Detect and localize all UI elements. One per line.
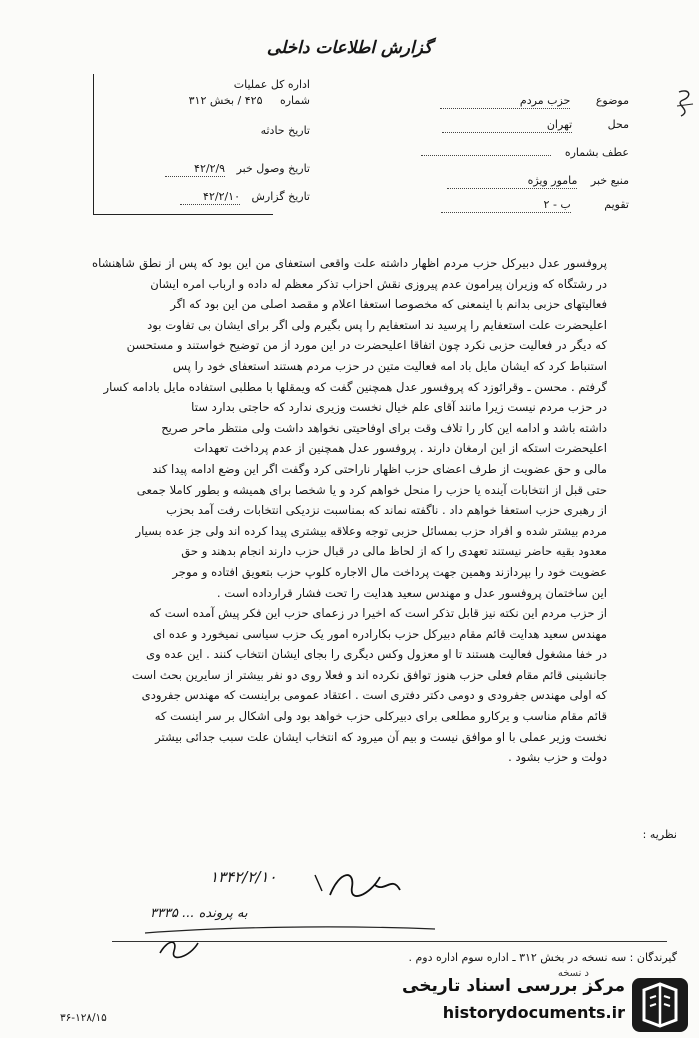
body-line: این ساختمان پروفسور عدل و مهندس سعید هدایت را تحت فشار قرارداده است .: [216, 585, 607, 600]
body-line: که اولی مهندس جفرودی و دومی دکتر دفتری است . اعتقاد عمومی براینست که مهندس جفرودی: [141, 688, 607, 703]
body-line: اعلیحضرت استکه از این ارمغان دارند . پروفسور عدل همچنین از عدم پرداخت تعهدات: [193, 441, 607, 456]
document-title: گزارش اطلاعات داخلی: [266, 38, 433, 58]
department-label: اداره کل عملیات: [233, 78, 310, 91]
handwritten-underline-scribble: [135, 895, 455, 940]
body-line: اعلیحضرت علت استعفایم را پرسید ند استعفایم را پس بگیرم ولی اگر برای ایشان بی تفاوت بود: [147, 317, 607, 332]
body-line: مهندس سعید هدایت قائم مقام دبیرکل حزب بکارادره امور یک حزب سیاسی نمیخورد و عده ای: [152, 626, 607, 641]
number-label: شماره: [279, 94, 310, 107]
report-date-label: تاریخ گزارش: [251, 190, 310, 203]
body-line: معدود بقیه حاضر نیستند تعهدی را که از لحاظ مالی در قبال حزب دارند انجام بدهند و حق: [181, 544, 607, 559]
footer-divider: [112, 941, 667, 942]
archive-logo-icon: [630, 976, 690, 1034]
initials-scribble: [140, 935, 220, 960]
margin-note: نظریه :: [642, 828, 677, 841]
header-box-left-edge: [93, 74, 94, 214]
subject-label: موضوع: [595, 94, 629, 107]
header-box-bottom-edge: [93, 214, 273, 215]
body-line: جانشینی قائم مقام فعلی حزب هنوز توافق نکرده اند و فعلا روی دو نفر بیشتر از سایرین بحث است: [131, 667, 607, 682]
watermark-url: historydocuments.ir: [442, 1003, 625, 1022]
body-line: در حزب مردم نیست زیرا مانند آقای علم خیال نخست وزیری ندارد که حاجتی بدارد ستا: [191, 400, 607, 415]
body-line: حتی قبل از انتخابات آینده یا حزب را منحل خواهم کرد و یا شخصا برای همیشه و بطور کاملا جمعی: [136, 482, 607, 497]
body-line: مالی و حق عضویت از طرف اعضای حزب اظهار ناراحتی کرد وگفت اگر این وضع ادامه پیدا کند: [152, 461, 607, 476]
recipients-line: گیرندگان : سه نسخه در بخش ۳۱۲ ـ اداره سوم اداره دوم .: [408, 951, 677, 964]
handwritten-note: به پرونده ... ۳۳۳۵: [150, 906, 248, 921]
location-label: محل: [607, 118, 629, 131]
follow-up-label: عطف بشماره: [564, 146, 629, 159]
body-line: فعالیتهای حزبی بدانم با اینمعنی که مخصوصا استعفا اعلام و مقصد اصلی من این بود که اگر: [170, 297, 607, 312]
rating-label: تقویم: [604, 198, 629, 211]
report-date-row: [100, 190, 310, 205]
handwritten-date: ۱۳۴۲/۲/۱۰: [210, 868, 277, 886]
body-line: از رهبری حزب استعفا خواهم داد . ناگفته نماند که بمناسبت نزدیکی انتخابات رفت آمد بحزب: [166, 503, 607, 518]
report-body: [92, 253, 607, 768]
subject-value: حزب مردم: [440, 94, 570, 109]
number-value: ۴۲۵ / بخش ۳۱۲: [188, 94, 263, 107]
receipt-date-row: [100, 162, 310, 177]
body-line: نخست وزیر عملی با او موافق نیست و بیم آن میرود که انتخاب ایشان علت سبب جدائی بیشتر: [155, 729, 607, 744]
report-date-value: ۴۲/۲/۱۰: [180, 190, 240, 205]
rating-value: ب - ۲: [441, 198, 571, 213]
source-label: منبع خبر: [590, 174, 629, 187]
watermark-title: مرکز بررسی اسناد تاریخی: [402, 976, 625, 996]
body-line: مردم بیشتر شده و افراد حزب بمسائل حزبی توجه وعلاقه بیشتری پیدا کرده اند ولی جز عده بسیار: [135, 523, 607, 538]
source-row: [329, 174, 629, 189]
follow-up-value: [421, 155, 551, 156]
body-line: پروفسور عدل دبیرکل حزب مردم اظهار داشته علت واقعی استعفای من این بود که پس از نطق شاهنشاه در رشتگاه که وزیران پیرامون عدم پیروزی نقش احزاب تذکر معظم له داده و ارباب امره ایشان: [92, 256, 607, 291]
receipt-date-value: ۴۲/۲/۹: [165, 162, 225, 177]
body-line: گرفتم . محسن ـ وقرائوزد که پروفسور عدل همچنین گفت که ویمقلها با مطلبی استفاده مایل بادامه کسار: [103, 379, 607, 394]
subject-row: [329, 94, 629, 109]
follow-up-row: [329, 146, 629, 160]
body-line: استنباط کرد که ایشان مایل باد امه فعالیت متین در حزب مردم هستند استعفای خود را پس: [172, 358, 607, 373]
rating-row: [329, 198, 629, 213]
document-reference: ۳۶-۱۲۸/۱۵: [60, 1012, 107, 1024]
location-row: [329, 118, 629, 133]
body-line: که دیگر در فعالیت حزبی نکرد چون اتفاقا اعلیحضرت در این مورد از من توضیح خواستند و مستحسن: [126, 338, 607, 353]
body-line: عضویت خود را بپردازند وهمین جهت پرداخت مال الاجاره کلوپ حزب بتعویق افتاده و موجر: [172, 564, 607, 579]
number-row: [100, 94, 310, 108]
body-line: دولت و حزب بشود .: [508, 750, 607, 765]
incident-date-label: تاریخ حادثه: [260, 124, 310, 137]
body-line: قائم مقام مناسب و یرکارو مطلعی برای دبیرکلی حزب خواهد بود ولی اشکال بر سر اینست که: [154, 709, 607, 724]
source-value: مامور ویژه: [447, 174, 577, 189]
body-line: داشته باشد و ادامه این کار را تلاف وقت برای اوفاحیتی نخواهد داشت ولی منتظر ماحر صریح: [161, 420, 607, 435]
copy-note: د نسخه: [557, 968, 589, 979]
corner-scribble-mark: [675, 86, 697, 122]
body-line: از حزب مردم این نکته نیز قابل تذکر است که اخیرا در زعمای حزب این فکر پیش آمده است که: [149, 606, 607, 621]
receipt-date-label: تاریخ وصول خبر: [236, 162, 310, 175]
incident-date-row: [100, 124, 310, 138]
location-value: تهران: [442, 118, 572, 133]
body-line: در خفا مشغول فعالیت هستند تا او معزول وکس دیگری را بجای ایشان انتخاب کنند . این عده وی: [146, 647, 607, 662]
